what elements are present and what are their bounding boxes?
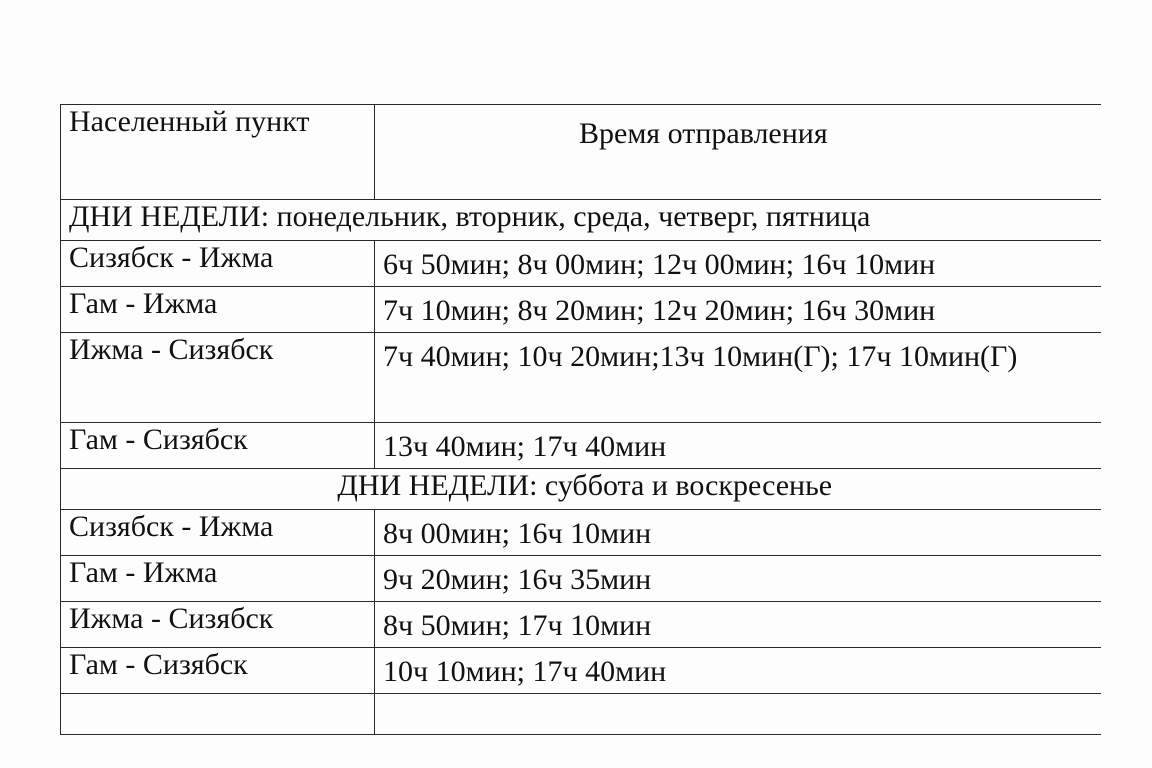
times-cell: 8ч 00мин; 16ч 10мин [375,510,1101,556]
section-header-weekend [61,469,1101,510]
empty-row [61,694,1101,735]
route-cell: Гам - Ижма [61,287,375,333]
times-cell: 7ч 40мин; 10ч 20мин;13ч 10мин(Г); 17ч 10мин(Г) [375,333,1101,423]
table-row [61,648,1101,694]
table-row [61,556,1101,602]
header-row [61,105,1101,200]
route-cell: Ижма - Сизябск [61,333,375,423]
table-row [61,510,1101,556]
empty-cell [61,694,375,735]
times-cell: 13ч 40мин; 17ч 40мин [375,423,1101,469]
table-row [61,602,1101,648]
section-title: ДНИ НЕДЕЛИ: понедельник, вторник, среда, четверг, пятница [61,200,1101,241]
route-cell: Сизябск - Ижма [61,510,375,556]
table-row [61,423,1101,469]
times-cell: 9ч 20мин; 16ч 35мин [375,556,1101,602]
header-departure-time: Время отправления [375,105,1101,200]
route-cell: Гам - Ижма [61,556,375,602]
times-cell: 6ч 50мин; 8ч 00мин; 12ч 00мин; 16ч 10мин [375,241,1101,287]
table-row [61,241,1101,287]
section-header-weekdays [61,200,1101,241]
table-row [61,333,1101,423]
route-cell: Сизябск - Ижма [61,241,375,287]
times-cell: 10ч 10мин; 17ч 40мин [375,648,1101,694]
route-cell: Ижма - Сизябск [61,602,375,648]
bus-schedule-table [60,104,1101,735]
route-cell: Гам - Сизябск [61,648,375,694]
times-cell: 8ч 50мин; 17ч 10мин [375,602,1101,648]
table-row [61,287,1101,333]
times-cell: 7ч 10мин; 8ч 20мин; 12ч 20мин; 16ч 30мин [375,287,1101,333]
empty-cell [375,694,1101,735]
section-title: ДНИ НЕДЕЛИ: суббота и воскресенье [61,469,1101,510]
route-cell: Гам - Сизябск [61,423,375,469]
header-settlement: Населенный пункт [61,105,375,200]
